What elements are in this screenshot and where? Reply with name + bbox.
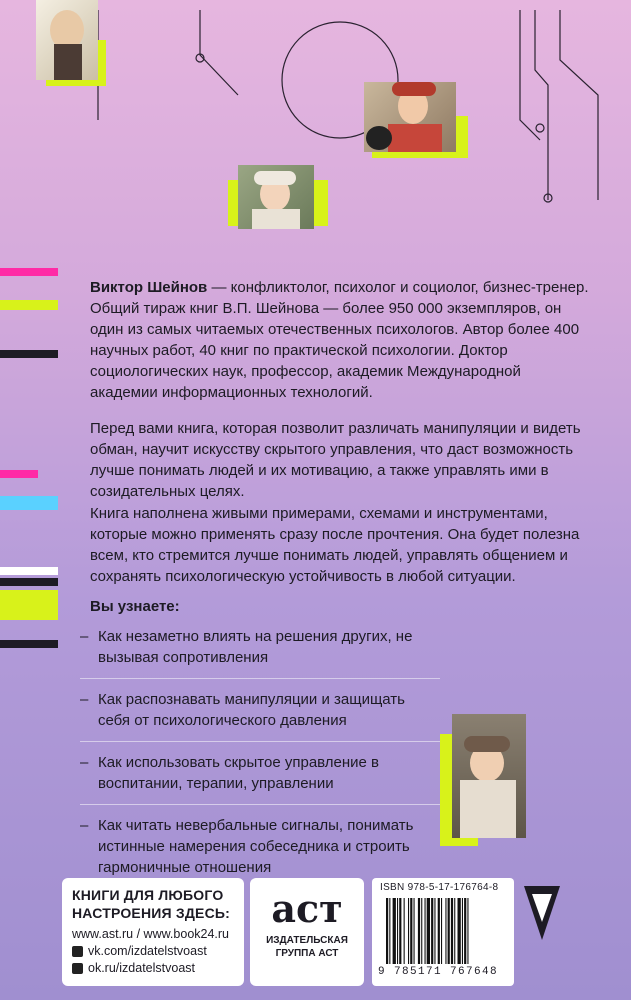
barcode-bar xyxy=(464,898,466,964)
publisher-logo-box xyxy=(250,878,364,986)
v-logo-icon xyxy=(522,882,562,942)
vk-icon xyxy=(72,946,83,957)
barcode-bar xyxy=(410,898,412,964)
description-paragraph-1: Перед вами книга, которая позволит различать манипуляции и видеть обман, научит искусству скрытого управления, что даст возможность лучше понимать людей и их мотивацию, а также управлять ими в созидательных целях. xyxy=(90,420,581,500)
links-box xyxy=(62,878,244,986)
links-title xyxy=(62,878,244,922)
barcode-bar xyxy=(427,898,430,964)
barcode-bar xyxy=(418,898,420,964)
barcode-bar xyxy=(389,898,390,964)
author-bio-text: — конфликтолог, психолог и социолог, бизнес-тренер. Общий тираж книг В.П. Шейнова — более 950 000 экземпляров, он один из самых читаемых отечественных психологов. Автор более 400 научных работ, 40 книг по практической психологии. Доктор социологических наук, профессор, академик Международной академии информационных технологий. xyxy=(90,279,589,401)
barcode-bar xyxy=(425,898,426,964)
stripe-pink-1 xyxy=(0,268,58,276)
barcode-bar xyxy=(404,898,405,964)
stripe-lime-2 xyxy=(0,590,58,620)
publisher-caption-1: ИЗДАТЕЛЬСКАЯ xyxy=(266,935,348,946)
barcode-bar xyxy=(458,898,461,964)
author-name: Виктор Шейнов xyxy=(90,279,208,296)
stripe-cyan xyxy=(0,496,58,510)
learn-list xyxy=(80,612,450,878)
portrait-image-3 xyxy=(238,165,314,229)
barcode-bar xyxy=(408,898,409,964)
stripe-dark-2 xyxy=(0,578,58,586)
barcode-bar xyxy=(386,898,388,964)
ok-link-text[interactable]: ok.ru/izdatelstvoast xyxy=(88,961,195,975)
divider xyxy=(80,804,440,805)
barcode-bar xyxy=(414,898,415,964)
links-title-line-1: КНИГИ ДЛЯ ЛЮБОГО xyxy=(72,887,224,903)
isbn-box xyxy=(372,878,514,986)
barcode-digits: 9 785171 767648 xyxy=(378,966,499,978)
list-item: – Как распознавать манипуляции и защищать себя от психологического давления xyxy=(80,689,428,731)
portrait-image-2 xyxy=(364,82,456,152)
barcode-bar xyxy=(441,898,442,964)
barcode-bar xyxy=(399,898,401,964)
stripe-dark-1 xyxy=(0,350,58,358)
learn-title: Вы узнаете: xyxy=(90,598,180,615)
barcode-bar xyxy=(393,898,396,964)
stripe-white xyxy=(0,567,58,575)
stripe-pink-2 xyxy=(0,470,38,478)
description-paragraph-2: Книга наполнена живыми примерами, схемами и инструментами, которые можно применять сразу после прочтения. Она будет полезна всем, кто стремится лучше понимать людей, управлять общением и сохранять психологическую устойчивость в любой ситуации. xyxy=(90,505,580,585)
barcode-bar xyxy=(467,898,468,964)
barcode-bar xyxy=(431,898,433,964)
portrait-image-1 xyxy=(36,0,98,80)
barcode-bar xyxy=(454,898,455,964)
ok-link[interactable] xyxy=(62,960,244,977)
stripe-lime-1 xyxy=(0,300,58,310)
ok-icon xyxy=(72,963,83,974)
portrait-image-4 xyxy=(452,714,526,838)
barcode-bar xyxy=(438,898,440,964)
vk-link[interactable] xyxy=(62,943,244,960)
ast-logo: аст xyxy=(271,886,343,931)
barcode-bar xyxy=(462,898,463,964)
links-title-line-2: НАСТРОЕНИЯ ЗДЕСЬ: xyxy=(72,905,231,921)
barcode-bar xyxy=(421,898,422,964)
list-item: – Как незаметно влиять на решения других, не вызывая сопротивления xyxy=(80,626,428,668)
list-item: – Как использовать скрытое управление в воспитании, терапии, управлении xyxy=(80,752,428,794)
barcode-bar xyxy=(445,898,446,964)
divider xyxy=(80,741,440,742)
vk-link-text[interactable]: vk.com/izdatelstvoast xyxy=(88,944,207,958)
author-bio xyxy=(90,277,590,403)
publisher-caption-2: ГРУППА АСТ xyxy=(275,948,339,959)
barcode xyxy=(386,898,504,964)
stripe-dark-3 xyxy=(0,640,58,648)
isbn-label: ISBN 978-5-17-176764-8 xyxy=(380,882,499,893)
list-item: – Как читать невербальные сигналы, понимать истинные намерения собеседника и строить гармоничные отношения xyxy=(80,815,428,878)
divider xyxy=(80,678,440,679)
site-link[interactable] xyxy=(62,926,244,943)
barcode-bar xyxy=(451,898,453,964)
barcode-bar xyxy=(397,898,398,964)
barcode-bar xyxy=(434,898,435,964)
barcode-bar xyxy=(448,898,450,964)
site-link-text[interactable]: www.ast.ru / www.book24.ru xyxy=(72,927,230,941)
